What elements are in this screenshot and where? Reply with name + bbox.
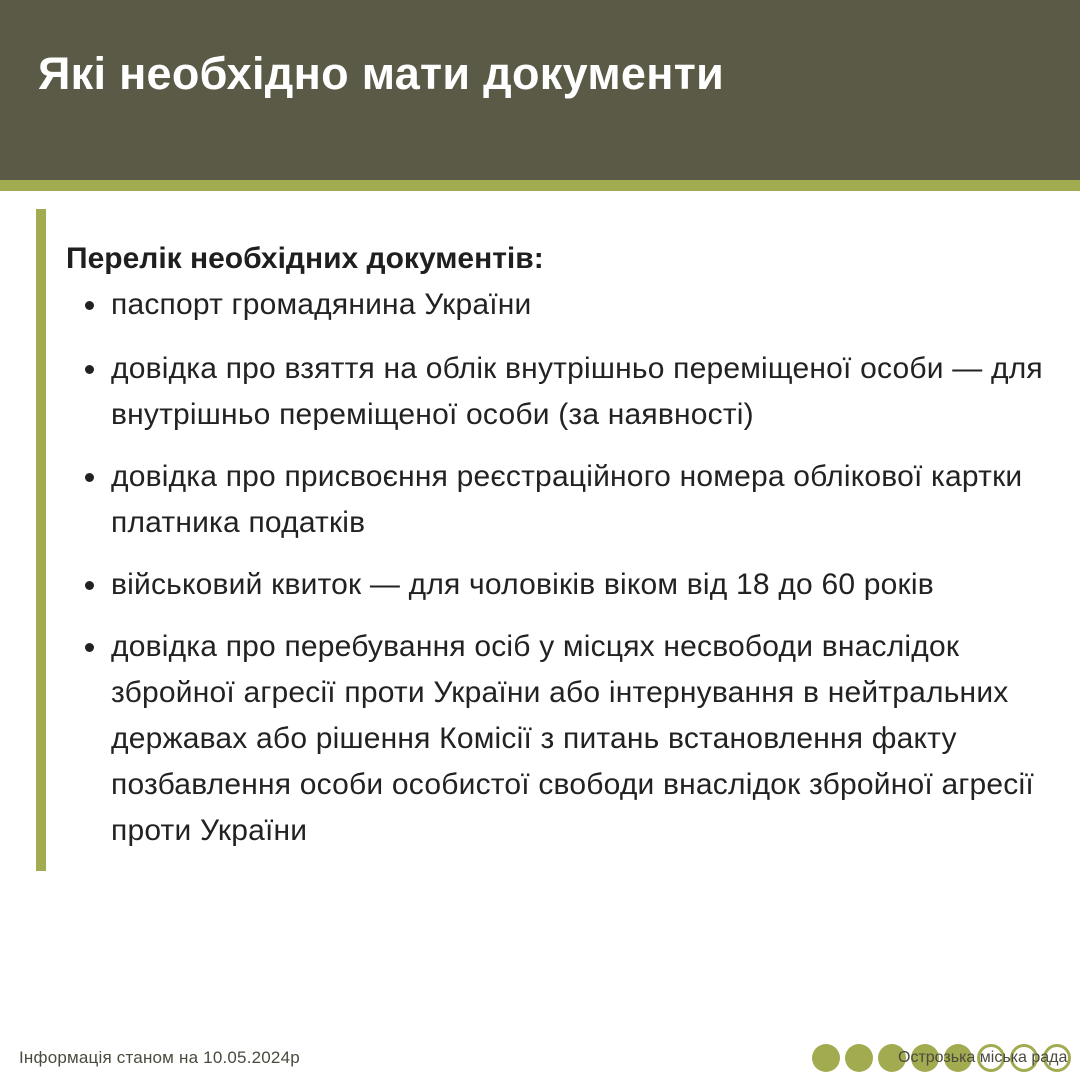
list-item xyxy=(66,346,1066,438)
header-accent-stripe xyxy=(0,180,1080,191)
bullet-icon xyxy=(85,301,94,310)
list-item xyxy=(66,562,1066,608)
documents-section xyxy=(66,236,1066,870)
brand-name: Острозька міська рада xyxy=(898,1049,1068,1066)
documents-list xyxy=(66,282,1066,854)
dot-icon xyxy=(845,1044,873,1072)
list-item xyxy=(66,454,1066,546)
list-item-text: довідка про перебування осіб у місцях несвободи внаслідок збройної агресії проти України або інтернування в нейтральних державах або рішення Комісії з питань встановлення факту позбавлення особи особистої свободи внаслідок збройної агресії проти України xyxy=(111,630,1034,847)
content-accent-bar xyxy=(36,209,46,871)
list-item-text: військовий квиток — для чоловіків віком від 18 до 60 років xyxy=(111,568,934,601)
list-item-text: довідка про присвоєння реєстраційного номера облікової картки платника податків xyxy=(111,460,1023,539)
bullet-icon xyxy=(85,581,94,590)
list-item xyxy=(66,282,1066,328)
list-item xyxy=(66,624,1066,854)
bullet-icon xyxy=(85,643,94,652)
list-item-text: паспорт громадянина України xyxy=(111,288,532,321)
bullet-icon xyxy=(85,473,94,482)
list-item-text: довідка про взяття на облік внутрішньо переміщеної особи — для внутрішньо переміщеної особи (за наявності) xyxy=(111,352,1043,431)
info-date-note: Інформація станом на 10.05.2024р xyxy=(19,1048,300,1067)
bullet-icon xyxy=(85,365,94,374)
dot-icon xyxy=(812,1044,840,1072)
documents-heading: Перелік необхідних документів: xyxy=(66,242,544,275)
page-title: Які необхідно мати документи xyxy=(38,48,725,99)
header-banner xyxy=(0,0,1080,180)
